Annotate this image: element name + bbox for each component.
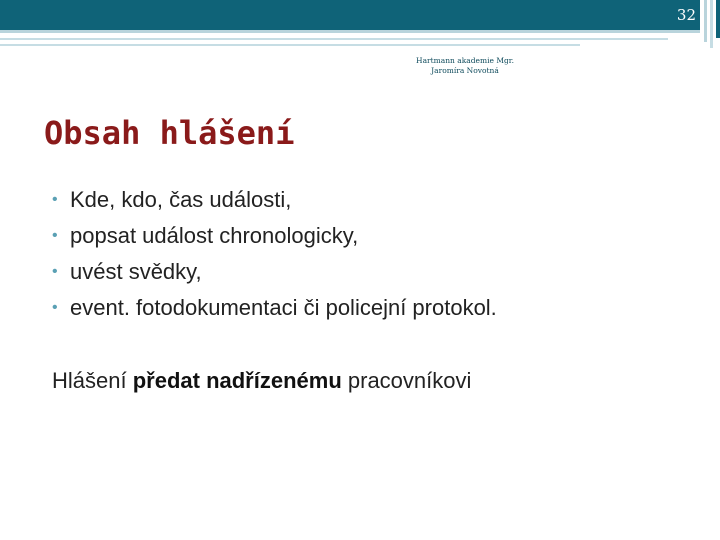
summary-line: [52, 368, 471, 394]
bullet-dot-icon: •: [52, 299, 58, 316]
top-banner-stripe: [0, 30, 700, 33]
bullet-dot-icon: •: [52, 191, 58, 208]
list-item: [52, 182, 497, 218]
bullet-text: uvést svědky,: [70, 259, 202, 284]
header-rule-short: [0, 44, 580, 46]
corner-bar-3: [716, 0, 720, 38]
bullet-dot-icon: •: [52, 227, 58, 244]
slide-title: Obsah hlášení: [44, 114, 295, 152]
bullet-list: [52, 182, 497, 326]
top-banner: [0, 0, 700, 30]
header-rule-long: [0, 38, 668, 40]
corner-bar-1: [704, 0, 707, 42]
summary-text-start: Hlášení: [52, 368, 133, 393]
summary-emphasis: předat nadřízenému: [132, 368, 342, 393]
bullet-text: event. fotodokumentaci či policejní protokol.: [70, 295, 497, 320]
list-item: [52, 290, 497, 326]
list-item: [52, 218, 497, 254]
page-number: 32: [676, 6, 696, 24]
bullet-text: Kde, kdo, čas události,: [70, 187, 292, 212]
author-line-2: Jaromíra Novotná: [431, 66, 499, 75]
summary-text-end: pracovníkovi: [341, 368, 472, 393]
author-line-1: Hartmann akademie Mgr.: [416, 56, 514, 65]
list-item: [52, 254, 497, 290]
corner-bar-2: [710, 0, 713, 48]
bullet-dot-icon: •: [52, 263, 58, 280]
bullet-text: popsat událost chronologicky,: [70, 223, 359, 248]
author-credit: [400, 56, 530, 76]
